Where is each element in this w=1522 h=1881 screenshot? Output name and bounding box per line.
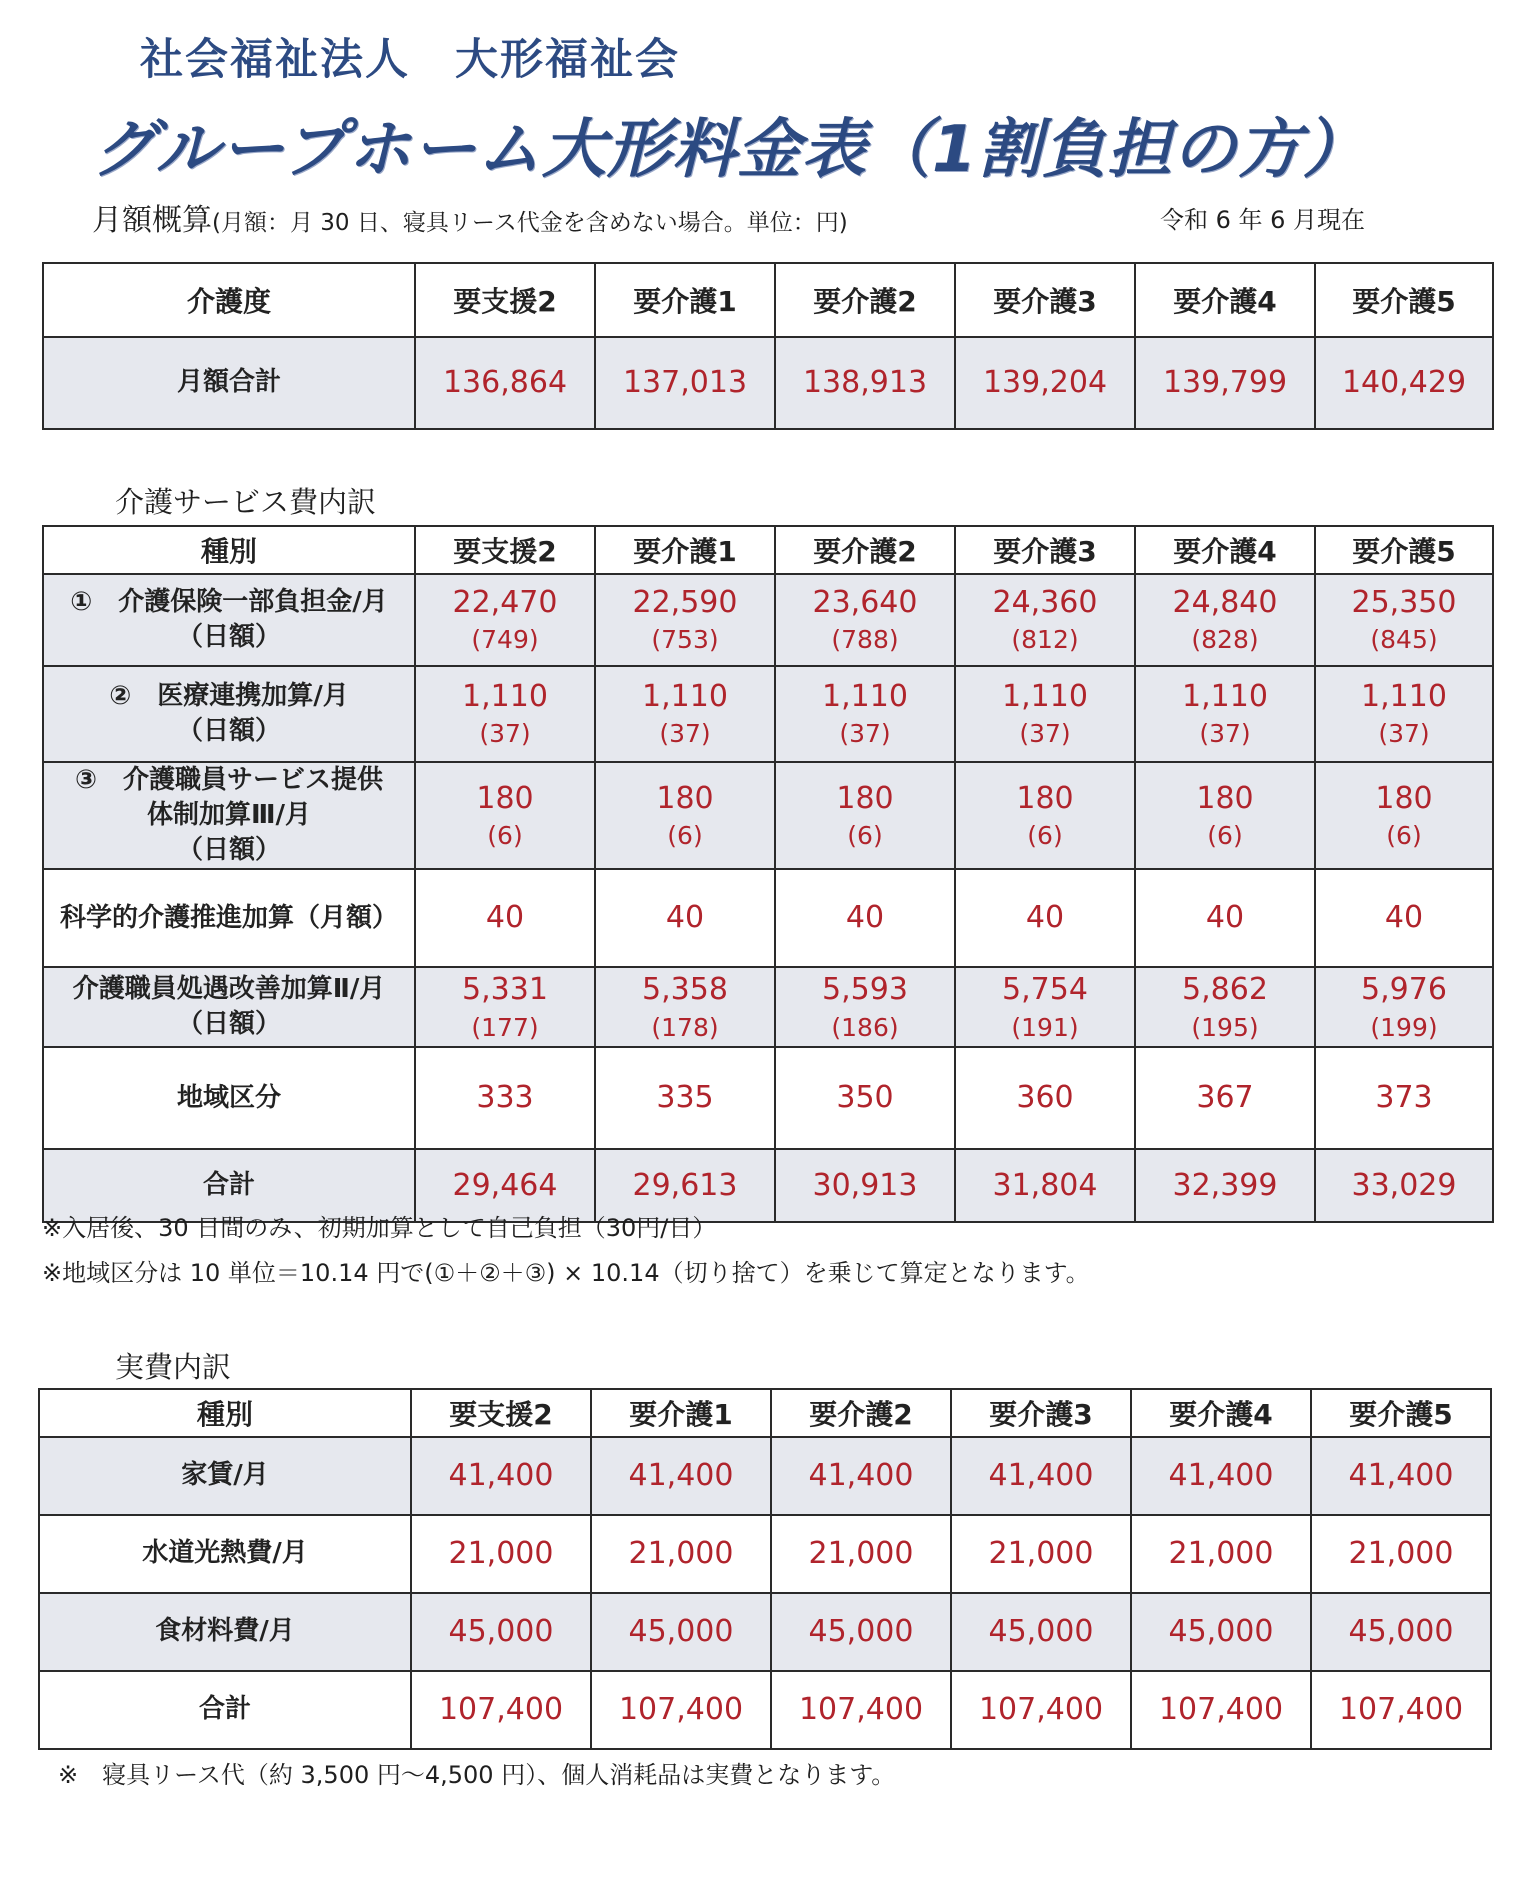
service-cell (595, 762, 775, 869)
monthly-total-value: 138,913 (775, 337, 955, 429)
summary-header-row (43, 263, 1493, 337)
monthly-total-value: 140,429 (1315, 337, 1493, 429)
monthly-amount: 5,358 (642, 972, 728, 1008)
daily-amount: (195) (1191, 1012, 1259, 1042)
service-cell (955, 574, 1135, 666)
monthly-amount: 40 (845, 900, 885, 936)
actual-cell: 41,400 (411, 1437, 591, 1515)
page-title: グループホーム大形料金表（1割負担の方） (92, 113, 1368, 187)
service-cell (1135, 574, 1315, 666)
monthly-amount: 1,110 (1182, 678, 1268, 714)
actual-row (39, 1437, 1491, 1515)
monthly-amount: 32,399 (1172, 1167, 1278, 1203)
service-cell (1135, 1047, 1315, 1149)
level-header: 要支援2 (411, 1389, 591, 1437)
level-header: 要介護1 (591, 1389, 771, 1437)
service-cell (1315, 1047, 1493, 1149)
daily-amount: (37) (659, 719, 711, 749)
actual-cell: 45,000 (591, 1593, 771, 1671)
actual-cell: 41,400 (1131, 1437, 1311, 1515)
daily-amount: (177) (471, 1012, 539, 1042)
monthly-amount: 333 (476, 1080, 534, 1116)
actual-row-label: 食材料費/月 (39, 1593, 411, 1671)
service-row-label-line: 介護職員処遇改善加算Ⅱ/月 (72, 974, 386, 1005)
service-cell (415, 574, 595, 666)
actual-cell: 41,400 (951, 1437, 1131, 1515)
monthly-total-value: 137,013 (595, 337, 775, 429)
service-cell (1315, 666, 1493, 762)
actual-row (39, 1671, 1491, 1749)
service-row (43, 666, 1493, 762)
daily-amount: (178) (651, 1012, 719, 1042)
actual-cell: 41,400 (771, 1437, 951, 1515)
service-cell (1135, 1149, 1315, 1222)
service-section-title: 介護サービス費内訳 (115, 485, 377, 519)
actual-cell: 107,400 (1131, 1671, 1311, 1749)
actual-cell: 41,400 (1311, 1437, 1491, 1515)
daily-amount: (37) (1019, 719, 1071, 749)
service-cell (1315, 869, 1493, 967)
service-cell (1315, 967, 1493, 1047)
monthly-amount: 40 (665, 900, 705, 936)
monthly-amount: 180 (656, 780, 714, 816)
monthly-total-label: 月額合計 (43, 337, 415, 429)
monthly-amount: 1,110 (462, 678, 548, 714)
service-cell (955, 1047, 1135, 1149)
service-cell (415, 1047, 595, 1149)
service-row-label-line: （日額） (176, 622, 281, 652)
monthly-total-value: 136,864 (415, 337, 595, 429)
service-cell (1315, 762, 1493, 869)
service-cell (1135, 967, 1315, 1047)
actual-cell: 21,000 (591, 1515, 771, 1593)
monthly-amount: 31,804 (992, 1167, 1098, 1203)
service-cell (775, 762, 955, 869)
monthly-amount: 5,331 (462, 972, 548, 1008)
daily-amount: (37) (839, 719, 891, 749)
daily-amount: (828) (1191, 625, 1259, 655)
category-header: 種別 (43, 526, 415, 574)
monthly-amount: 180 (1196, 780, 1254, 816)
service-row-label-line: ② 医療連携加算/月 (109, 680, 349, 711)
service-cell (1135, 666, 1315, 762)
level-header: 要介護4 (1135, 263, 1315, 337)
daily-amount: (6) (847, 821, 883, 851)
actual-cell: 45,000 (951, 1593, 1131, 1671)
level-header: 要介護3 (955, 526, 1135, 574)
service-row-label (43, 762, 415, 869)
actual-cell: 21,000 (411, 1515, 591, 1593)
monthly-amount: 22,470 (452, 584, 558, 620)
service-cell (595, 666, 775, 762)
actual-row (39, 1593, 1491, 1671)
daily-amount: (749) (471, 625, 539, 655)
service-cell (415, 967, 595, 1047)
level-header: 要介護5 (1315, 526, 1493, 574)
level-header: 要介護2 (775, 263, 955, 337)
actual-cell: 107,400 (1311, 1671, 1491, 1749)
actual-cell: 45,000 (1131, 1593, 1311, 1671)
level-header: 要支援2 (415, 526, 595, 574)
service-row (43, 967, 1493, 1047)
service-cell (775, 967, 955, 1047)
service-cell (415, 762, 595, 869)
daily-amount: (199) (1370, 1012, 1438, 1042)
actual-cell: 107,400 (771, 1671, 951, 1749)
service-row-label-line: ① 介護保険一部負担金/月 (70, 586, 388, 617)
daily-amount: (6) (667, 821, 703, 851)
daily-amount: (845) (1370, 625, 1438, 655)
actual-cell: 107,400 (591, 1671, 771, 1749)
monthly-amount: 360 (1016, 1080, 1074, 1116)
service-row-label-line: ③ 介護職員サービス提供 (74, 765, 383, 795)
service-row-label (43, 666, 415, 762)
care-level-header: 介護度 (43, 263, 415, 337)
service-row-label-line: 合計 (202, 1170, 255, 1201)
service-cell (955, 967, 1135, 1047)
service-cell (775, 869, 955, 967)
service-cell (775, 1047, 955, 1149)
monthly-amount: 29,613 (632, 1167, 738, 1203)
monthly-amount: 33,029 (1351, 1167, 1457, 1203)
monthly-amount: 180 (476, 780, 534, 816)
service-cell (775, 1149, 955, 1222)
note-bedding-lease: ※ 寝具リース代（約 3,500 円～4,500 円）、個人消耗品は実費となります。 (58, 1761, 896, 1789)
service-cell (775, 574, 955, 666)
monthly-total-row (43, 337, 1493, 429)
subtitle-main: 月額概算 (92, 203, 212, 238)
monthly-amount: 5,976 (1361, 972, 1447, 1008)
actual-header-row (39, 1389, 1491, 1437)
daily-amount: (37) (1199, 719, 1251, 749)
service-row-label-line: 地域区分 (176, 1082, 281, 1113)
monthly-amount: 24,840 (1172, 584, 1278, 620)
monthly-amount: 1,110 (642, 678, 728, 714)
daily-amount: (186) (831, 1012, 899, 1042)
subtitle (92, 195, 848, 239)
level-header: 要介護5 (1311, 1389, 1491, 1437)
service-cell (775, 666, 955, 762)
monthly-amount: 1,110 (1002, 678, 1088, 714)
level-header: 要介護5 (1315, 263, 1493, 337)
level-header: 要介護3 (951, 1389, 1131, 1437)
service-row-label-line: 体制加算Ⅲ/月 (146, 800, 312, 831)
actual-cell: 21,000 (771, 1515, 951, 1593)
service-cell (955, 869, 1135, 967)
actual-row-label: 合計 (39, 1671, 411, 1749)
level-header: 要介護3 (955, 263, 1135, 337)
actual-cell: 41,400 (591, 1437, 771, 1515)
daily-amount: (37) (1378, 719, 1430, 749)
monthly-summary-table (42, 262, 1494, 430)
service-row-label (43, 574, 415, 666)
service-cell (595, 574, 775, 666)
organization-name: 社会福祉法人 大形福祉会 (140, 35, 680, 85)
service-row (43, 1047, 1493, 1149)
actual-cell: 21,000 (951, 1515, 1131, 1593)
service-cell (955, 762, 1135, 869)
service-breakdown-table (42, 525, 1494, 1223)
monthly-amount: 5,862 (1182, 972, 1268, 1008)
monthly-amount: 30,913 (812, 1167, 918, 1203)
monthly-amount: 373 (1375, 1080, 1433, 1116)
service-cell (595, 869, 775, 967)
level-header: 要支援2 (415, 263, 595, 337)
service-row-label (43, 869, 415, 967)
service-row-label-line: （日額） (176, 716, 281, 746)
monthly-amount: 5,754 (1002, 972, 1088, 1008)
monthly-amount: 40 (485, 900, 525, 936)
monthly-amount: 29,464 (452, 1167, 558, 1203)
service-row (43, 762, 1493, 869)
service-cell (595, 967, 775, 1047)
service-row-label (43, 967, 415, 1047)
daily-amount: (812) (1011, 625, 1079, 655)
level-header: 要介護1 (595, 526, 775, 574)
monthly-amount: 5,593 (822, 972, 908, 1008)
actual-section-title: 実費内訳 (115, 1350, 232, 1384)
service-cell (955, 1149, 1135, 1222)
service-row-label-line: 科学的介護推進加算（月額） (59, 902, 398, 933)
monthly-amount: 1,110 (1361, 678, 1447, 714)
actual-cell: 107,400 (951, 1671, 1131, 1749)
actual-cell: 21,000 (1311, 1515, 1491, 1593)
daily-amount: (6) (1027, 821, 1063, 851)
service-row (43, 869, 1493, 967)
actual-row-label: 家賃/月 (39, 1437, 411, 1515)
service-cell (1315, 1149, 1493, 1222)
service-cell (1135, 869, 1315, 967)
category-header: 種別 (39, 1389, 411, 1437)
monthly-amount: 350 (836, 1080, 894, 1116)
actual-row-label: 水道光熱費/月 (39, 1515, 411, 1593)
monthly-amount: 40 (1025, 900, 1065, 936)
daily-amount: (788) (831, 625, 899, 655)
level-header: 要介護4 (1135, 526, 1315, 574)
daily-amount: (6) (487, 821, 523, 851)
level-header: 要介護2 (775, 526, 955, 574)
daily-amount: (6) (1207, 821, 1243, 851)
daily-amount: (191) (1011, 1012, 1079, 1042)
service-row (43, 574, 1493, 666)
subtitle-detail: (月額：月 30 日、寝具リース代金を含めない場合。単位：円) (212, 210, 848, 236)
monthly-total-value: 139,204 (955, 337, 1135, 429)
actual-cell: 45,000 (1311, 1593, 1491, 1671)
service-cell (1135, 762, 1315, 869)
actual-cell: 45,000 (771, 1593, 951, 1671)
note-regional-unit: ※地域区分は 10 単位＝10.14 円で(①＋②＋③) × 10.14（切り捨て）を乗じて算定となります。 (42, 1259, 1090, 1287)
service-header-row (43, 526, 1493, 574)
service-cell (415, 666, 595, 762)
service-row-label-line: （日額） (176, 1009, 281, 1040)
actual-cell: 107,400 (411, 1671, 591, 1749)
service-cell (955, 666, 1135, 762)
monthly-amount: 24,360 (992, 584, 1098, 620)
actual-row (39, 1515, 1491, 1593)
monthly-amount: 40 (1205, 900, 1245, 936)
note-initial-fee: ※入居後、30 日間のみ、初期加算として自己負担（30円/日） (42, 1214, 717, 1242)
level-header: 要介護2 (771, 1389, 951, 1437)
monthly-amount: 25,350 (1351, 584, 1457, 620)
monthly-total-value: 139,799 (1135, 337, 1315, 429)
actual-cell: 21,000 (1131, 1515, 1311, 1593)
monthly-amount: 180 (1016, 780, 1074, 816)
actual-cell: 45,000 (411, 1593, 591, 1671)
monthly-amount: 40 (1384, 900, 1424, 936)
monthly-amount: 22,590 (632, 584, 738, 620)
monthly-amount: 180 (1375, 780, 1433, 816)
daily-amount: (6) (1386, 821, 1422, 851)
monthly-amount: 23,640 (812, 584, 918, 620)
service-cell (1315, 574, 1493, 666)
monthly-amount: 335 (656, 1080, 714, 1116)
service-cell (595, 1047, 775, 1149)
daily-amount: (37) (479, 719, 531, 749)
level-header: 要介護1 (595, 263, 775, 337)
monthly-amount: 1,110 (822, 678, 908, 714)
monthly-amount: 180 (836, 780, 894, 816)
monthly-amount: 367 (1196, 1080, 1254, 1116)
actual-cost-table (38, 1388, 1492, 1750)
service-row-label (43, 1047, 415, 1149)
daily-amount: (753) (651, 625, 719, 655)
service-row-label-line: （日額） (176, 835, 281, 866)
as-of-date: 令和 6 年 6 月現在 (1160, 206, 1366, 234)
level-header: 要介護4 (1131, 1389, 1311, 1437)
service-cell (415, 869, 595, 967)
